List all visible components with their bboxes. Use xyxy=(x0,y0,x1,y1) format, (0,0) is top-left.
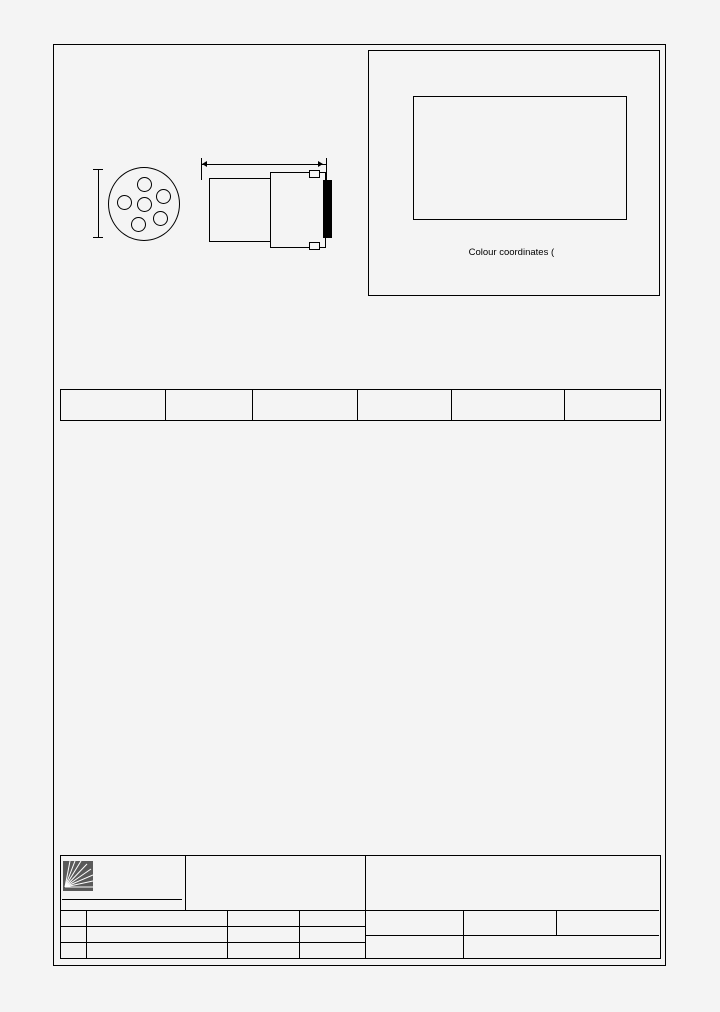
cml-logo xyxy=(61,856,186,910)
length-dimension-line xyxy=(201,164,326,165)
date-label-cell xyxy=(228,942,300,959)
led-dot-lower-right xyxy=(153,211,168,226)
led-dot-left xyxy=(117,195,132,210)
scale-cell xyxy=(366,935,464,959)
bayonet-pin-top xyxy=(309,170,320,178)
extension-line-right xyxy=(326,158,327,180)
date-issued-cell xyxy=(557,910,659,935)
lamp-face-outline xyxy=(108,167,180,241)
colour-coordinates-caption: Colour coordinates ( xyxy=(468,247,555,258)
name-label-cell xyxy=(300,942,366,959)
col-header-wavelength xyxy=(565,390,661,421)
col-header-intensity xyxy=(452,390,565,421)
drawn-by-cell xyxy=(366,910,464,935)
spectrum-curve xyxy=(414,97,626,219)
revision-label-cell xyxy=(87,942,228,959)
sunburst-rays xyxy=(63,861,93,891)
dimension-arrow-left xyxy=(202,161,207,167)
name-cell-2 xyxy=(300,926,366,942)
diameter-dimension-line xyxy=(98,169,99,237)
title-block-top-row xyxy=(61,856,660,910)
revision-cell-1 xyxy=(87,910,228,926)
rev-index-cell-1 xyxy=(61,910,87,926)
date-cell-1 xyxy=(228,910,300,926)
rev-index-cell-2 xyxy=(61,926,87,942)
company-address xyxy=(186,856,366,910)
drawings-area xyxy=(54,45,665,300)
title-block-bottom-grid xyxy=(61,910,660,959)
led-dot-upper-right xyxy=(156,189,171,204)
led-dot-top xyxy=(137,177,152,192)
lamp-base-outline xyxy=(270,172,326,248)
datasheet-page xyxy=(53,44,666,966)
sunburst-icon xyxy=(63,861,93,891)
revision-cell-2 xyxy=(87,926,228,942)
product-title xyxy=(366,856,660,910)
checked-by-cell xyxy=(464,910,557,935)
lamp-contact-cap xyxy=(323,180,332,238)
col-header-colour xyxy=(166,390,253,421)
name-cell-1 xyxy=(300,910,366,926)
specification-table xyxy=(60,389,661,421)
dimension-arrow-right xyxy=(318,161,323,167)
date-cell-2 xyxy=(228,926,300,942)
chart-plot-area xyxy=(413,96,627,220)
col-header-current xyxy=(358,390,452,421)
col-header-voltage xyxy=(253,390,358,421)
dimension-tick-top xyxy=(93,169,103,170)
title-block xyxy=(60,855,661,959)
table-header-row xyxy=(61,390,661,421)
bayonet-pin-bottom xyxy=(309,242,320,250)
luminous-spectrum-chart xyxy=(368,50,660,296)
lamp-body-outline xyxy=(209,178,273,242)
dimension-tick-bottom xyxy=(93,237,103,238)
datasheet-cell xyxy=(464,935,659,959)
led-dot-center xyxy=(137,197,152,212)
col-header-part-no xyxy=(61,390,166,421)
rev-index-cell-3 xyxy=(61,942,87,959)
led-dot-bottom xyxy=(131,217,146,232)
logo-divider xyxy=(62,899,182,900)
